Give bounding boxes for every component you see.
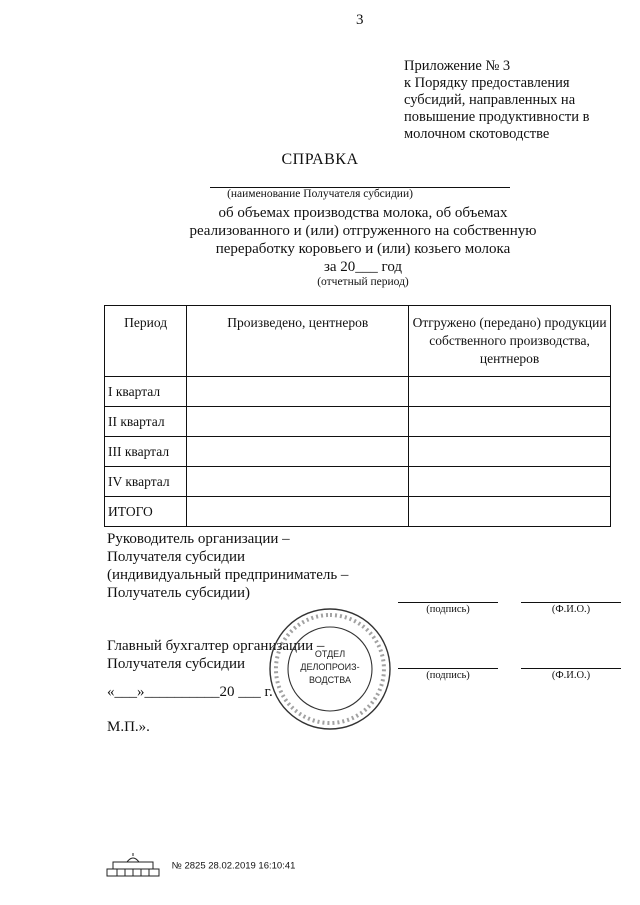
appendix-line: субсидий, направленных на <box>404 92 576 108</box>
shipped-cell[interactable] <box>409 467 611 497</box>
column-header-period: Период <box>105 306 187 377</box>
appendix-line: повышение продуктивности в <box>404 109 590 125</box>
signature-label-line: (индивидуальный предприниматель – <box>107 567 349 583</box>
shipped-cell[interactable] <box>409 497 611 527</box>
stamp-line: ДЕЛОПРОИЗ- <box>300 662 360 672</box>
registration-footer <box>105 853 295 879</box>
table-row <box>105 407 611 437</box>
produced-cell[interactable] <box>187 497 409 527</box>
subtitle-line: реализованного и (или) отгруженного на собственную <box>189 223 537 239</box>
table-header-row <box>105 306 611 377</box>
appendix-line: Приложение № 3 <box>404 58 511 74</box>
head-name-caption: (Ф.И.О.) <box>551 604 591 615</box>
shipped-cell[interactable] <box>409 437 611 467</box>
document-title: СПРАВКА <box>281 151 359 168</box>
signature-label-line: Главный бухгалтер организации – <box>107 638 325 654</box>
appendix-line: молочном скотоводстве <box>404 126 550 142</box>
period-cell: ИТОГО <box>105 497 187 527</box>
subtitle-line: переработку коровьего и (или) козьего молока <box>215 241 511 257</box>
accountant-signature-line[interactable] <box>398 668 498 669</box>
produced-cell[interactable] <box>187 467 409 497</box>
accountant-name-line[interactable] <box>521 668 621 669</box>
registration-number: № 2825 28.02.2019 16:10:41 <box>171 860 296 872</box>
accountant-name-caption: (Ф.И.О.) <box>551 670 591 681</box>
signature-label-line: Получатель субсидии) <box>107 585 250 601</box>
period-cell: II квартал <box>105 407 187 437</box>
column-header-produced: Произведено, центнеров <box>187 306 409 377</box>
accountant-signature-caption: (подпись) <box>426 670 470 681</box>
table-row-total <box>105 497 611 527</box>
appendix-header <box>404 58 589 143</box>
period-caption: (отчетный период) <box>317 276 409 288</box>
head-signature-caption: (подпись) <box>426 604 470 615</box>
head-signature-line[interactable] <box>398 602 498 603</box>
page-number: 3 <box>356 12 364 28</box>
produced-cell[interactable] <box>187 407 409 437</box>
produced-cell[interactable] <box>187 437 409 467</box>
stamp-line: ВОДСТВА <box>308 675 352 685</box>
shipped-cell[interactable] <box>409 407 611 437</box>
column-header-shipped: Отгружено (передано) продукции собственного производства, центнеров <box>409 306 611 377</box>
seal-note: М.П.». <box>107 719 150 735</box>
signature-label-line: Руководитель организации – <box>107 531 290 547</box>
date-line: «___»__________20 ___ г. <box>107 684 273 700</box>
subtitle-line: об объемах производства молока, об объемах <box>218 205 508 221</box>
table-row <box>105 467 611 497</box>
period-cell: IV квартал <box>105 467 187 497</box>
production-table <box>104 305 611 527</box>
table-row <box>105 437 611 467</box>
shipped-cell[interactable] <box>409 377 611 407</box>
signature-label-line: Получателя субсидии <box>107 656 246 672</box>
document-subtitle <box>0 204 640 276</box>
signature-label-line: Получателя субсидии <box>107 549 246 565</box>
period-cell: I квартал <box>105 377 187 407</box>
appendix-line: к Порядку предоставления <box>404 75 570 91</box>
stamp-line: ОТДЕЛ <box>314 649 346 659</box>
office-stamp <box>268 607 392 731</box>
subtitle-line: за 20___ год <box>323 259 403 275</box>
period-cell: III квартал <box>105 437 187 467</box>
recipient-caption: (наименование Получателя субсидии) <box>227 188 413 200</box>
head-signature-label <box>107 530 348 602</box>
building-logo-icon <box>105 853 161 879</box>
head-name-line[interactable] <box>521 602 621 603</box>
table-row <box>105 377 611 407</box>
produced-cell[interactable] <box>187 377 409 407</box>
